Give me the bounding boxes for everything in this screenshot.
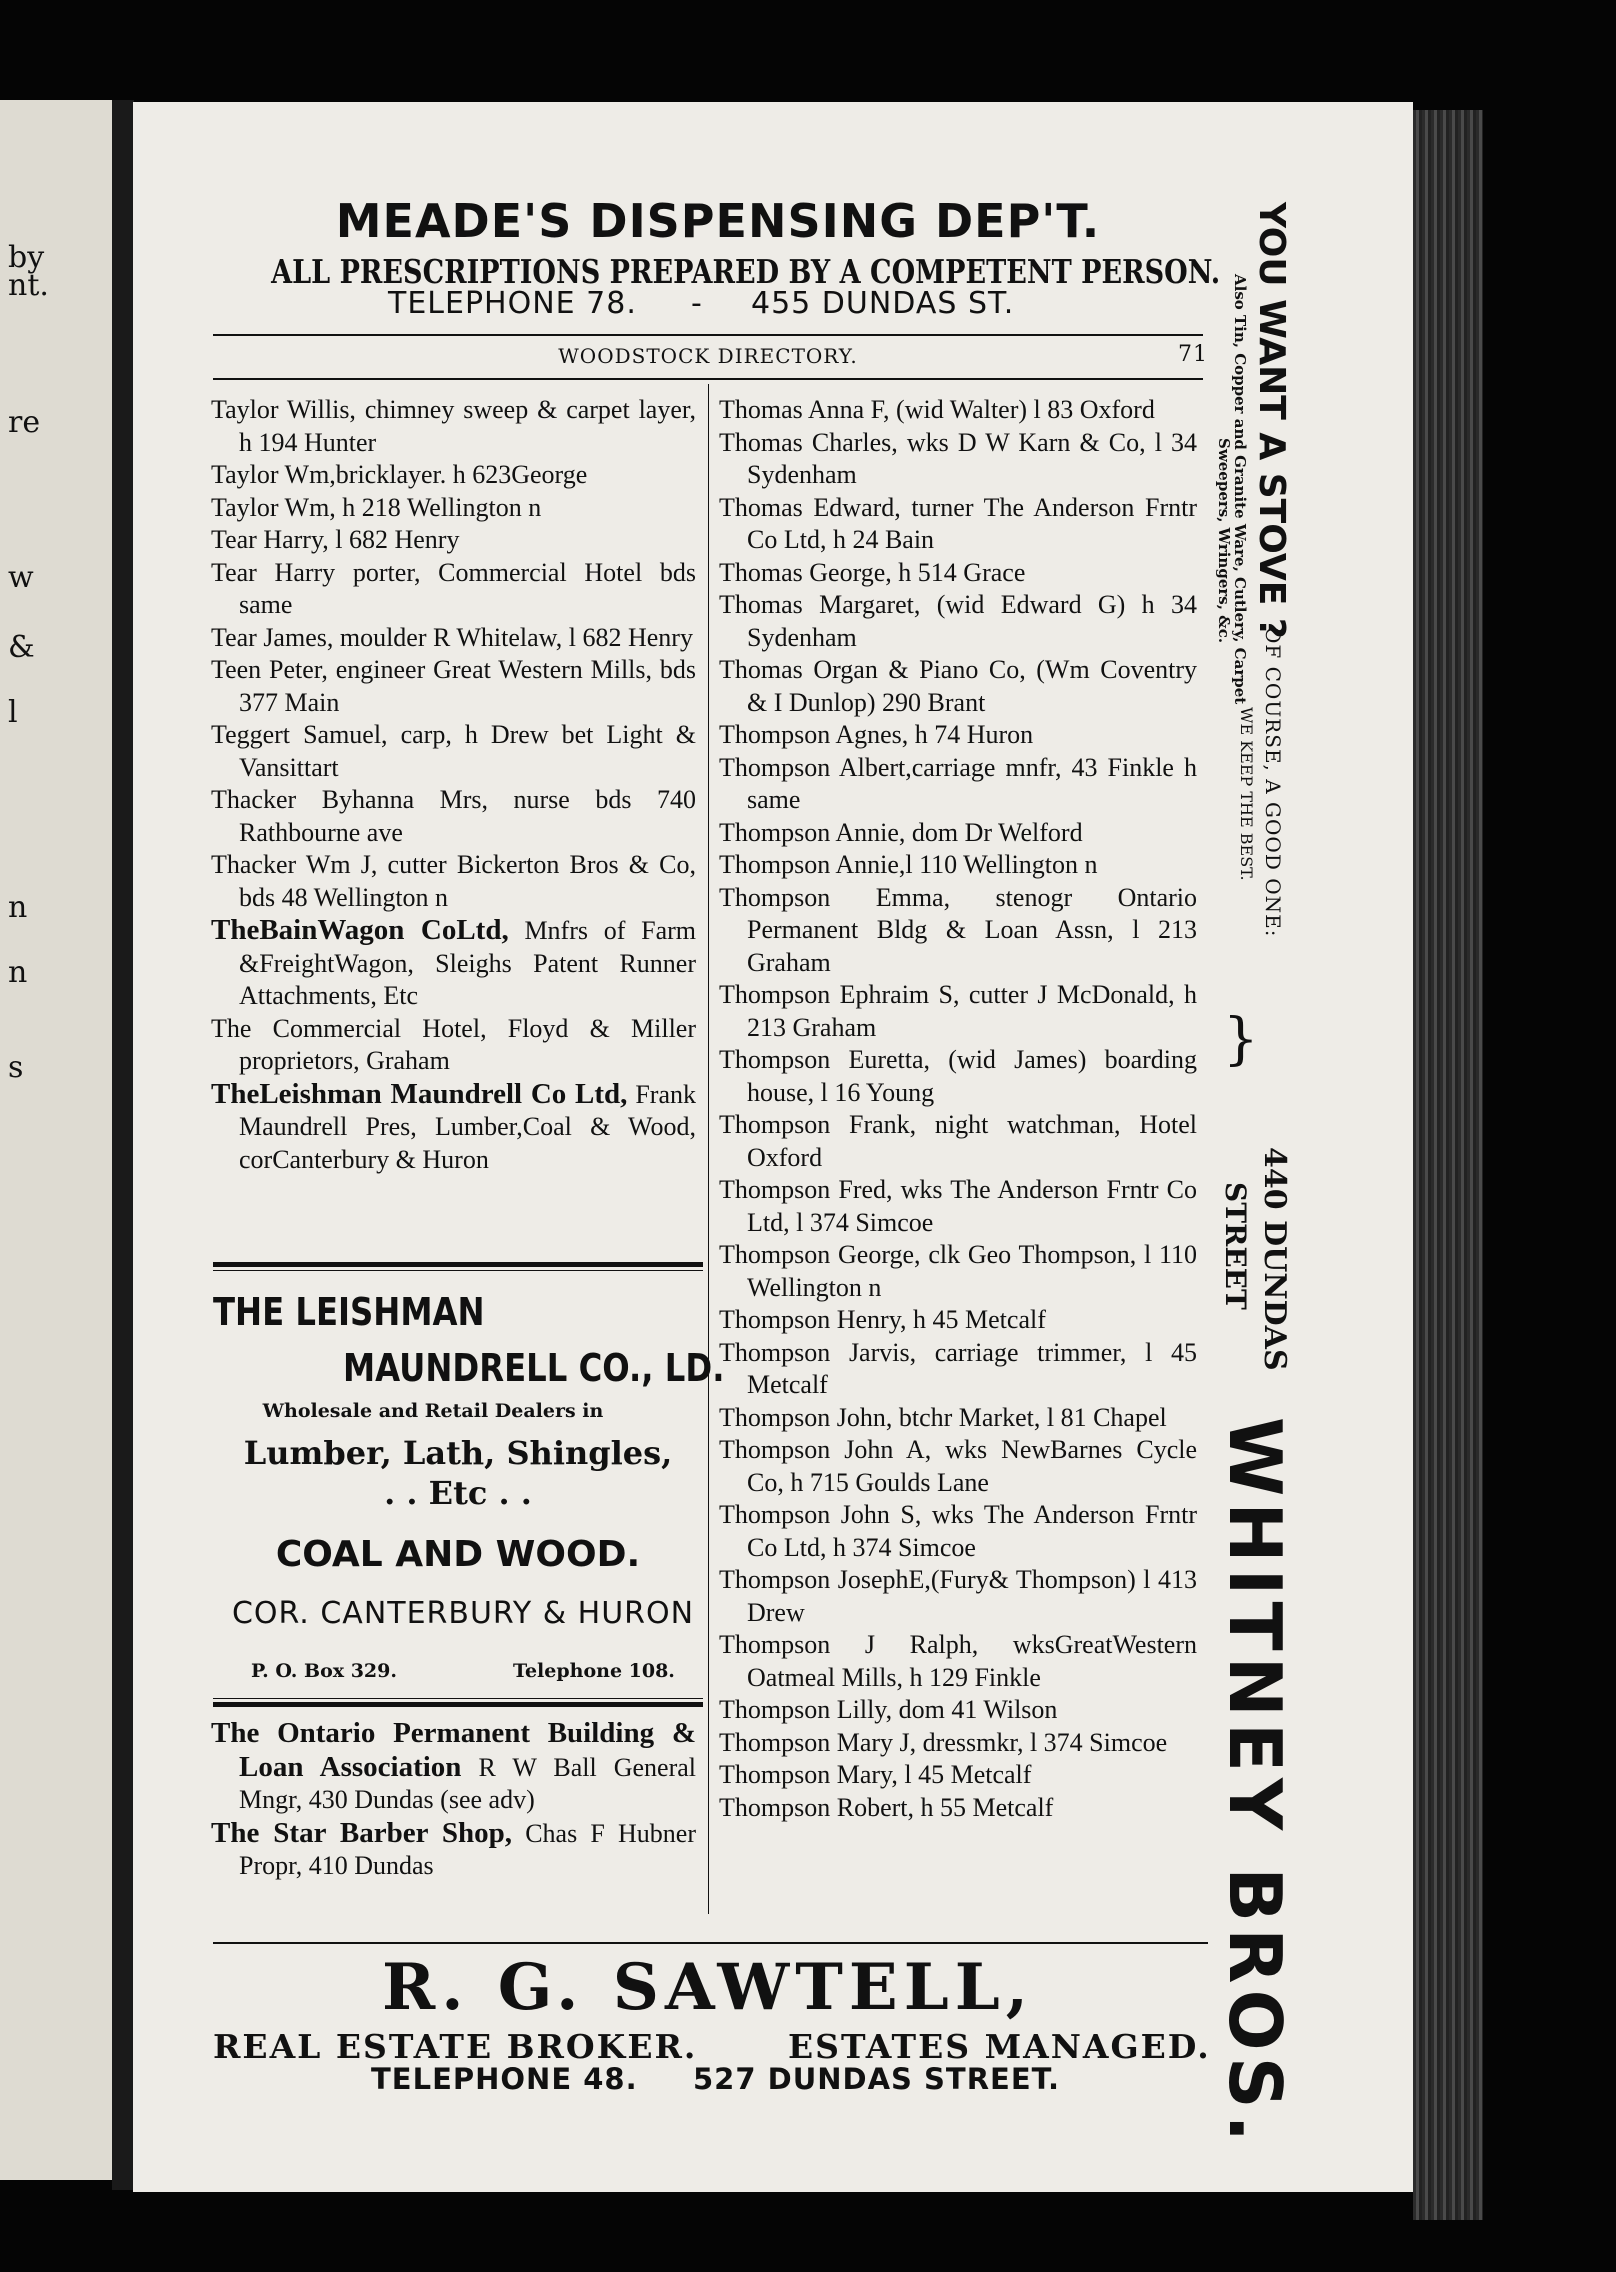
entry-text: Byhanna Mrs, nurse bds 740 Rathbourne ave [239, 785, 696, 847]
entry-name: Thompson [719, 1045, 831, 1074]
footer-address: 527 DUNDAS STREET. [693, 2062, 1061, 2096]
footer-name: R. G. SAWTELL, [382, 1950, 1034, 2025]
directory-entry [211, 1817, 696, 1883]
ad-line-corner: COR. CANTERBURY & HURON [231, 1596, 695, 1631]
directory-entry [211, 654, 696, 719]
directory-entry [719, 1402, 1197, 1435]
ad-line-coal: COAL AND WOOD. [275, 1534, 641, 1575]
running-head-rule [213, 378, 1203, 380]
entry-text: Margaret, (wid Edward G) h 34 Sydenham [747, 590, 1197, 652]
entry-text: Albert,carriage mnfr, 43 Finkle h same [747, 752, 1197, 814]
directory-entry [719, 1337, 1197, 1402]
side-stove-small1: Also Tin, Copper and Granite Ware, Cutlery, Carpet [1231, 274, 1249, 705]
side-stove-small2: Sweepers, Wringers, &c. [1215, 438, 1233, 644]
entry-text: Agnes, h 74 Huron [835, 720, 1034, 749]
column-divider [708, 384, 709, 1914]
entry-text: John, btchr Market, l 81 Chapel [836, 1402, 1167, 1432]
entry-name: Tear [211, 557, 257, 587]
entry-text: Mary, l 45 Metcalf [836, 1760, 1032, 1789]
book-spine [112, 100, 134, 2190]
fragment-text: n [8, 955, 28, 990]
entry-name: Tear [211, 622, 257, 652]
entry-name: TheBainWagon CoLtd, [211, 914, 509, 946]
side-stove-sub: OF COURSE, A GOOD ONE: [1261, 627, 1285, 938]
directory-entry [719, 589, 1197, 654]
fragment-text: n [8, 890, 28, 925]
left-column-continued [211, 1717, 696, 1883]
ad-bottom-rule [213, 1702, 703, 1707]
directory-entry [719, 557, 1197, 590]
entry-text: Annie, dom Dr Welford [835, 817, 1083, 847]
directory-entry [719, 492, 1197, 557]
directory-entry [719, 1694, 1197, 1727]
entry-text: Anna F, (wid Walter) l 83 Oxford [807, 395, 1155, 424]
footer-broker: REAL ESTATE BROKER. [213, 2027, 698, 2066]
directory-entry [211, 784, 696, 849]
directory-entry [211, 557, 696, 622]
side-stove-address2: STREET [1219, 1182, 1252, 1310]
footer-telephone: TELEPHONE 48. [371, 2062, 638, 2096]
side-stove-address1: 440 DUNDAS [1257, 1147, 1292, 1371]
entry-name: Thompson [719, 1240, 831, 1269]
header-separator: - [691, 286, 703, 321]
entry-name: Thompson [719, 980, 831, 1009]
entry-name: Thompson [719, 1402, 831, 1432]
directory-entry [719, 654, 1197, 719]
entry-name: Thompson [719, 850, 831, 879]
entry-text: Mary J, dressmkr, l 374 Simcoe [836, 1727, 1168, 1757]
entry-name: Thompson [719, 882, 831, 912]
entry-name: Thompson [719, 1760, 831, 1789]
entry-name: Teggert [211, 720, 291, 749]
side-whitney-bros: WHITNEY BROS. [1213, 1417, 1297, 2148]
entry-text: Annie,l 110 Wellington n [835, 850, 1098, 879]
directory-entry [719, 1044, 1197, 1109]
directory-entry [719, 1109, 1197, 1174]
header-rule [213, 334, 1203, 336]
fragment-text: by [8, 240, 45, 275]
entry-name: Thomas [719, 395, 803, 424]
directory-entry [719, 719, 1197, 752]
fragment-text: s [8, 1050, 24, 1085]
entry-name: Thompson [719, 1500, 831, 1529]
entry-text: Commercial Hotel, Floyd & Miller proprietors, Graham [239, 1013, 696, 1075]
side-stove-headline: YOU WANT A STOVE ? [1251, 202, 1292, 639]
entry-name: Thompson [719, 1727, 831, 1757]
entry-text: JosephE,(Fury& Thompson) l 413 Drew [747, 1565, 1198, 1627]
entry-name: Thompson [719, 1110, 831, 1139]
header-telephone: TELEPHONE 78. [388, 286, 637, 321]
entry-name: Thompson [719, 752, 831, 782]
fragment-text: re [8, 405, 41, 440]
directory-entry [719, 1759, 1197, 1792]
entry-name: Thompson [719, 1792, 831, 1822]
entry-text: Wm, h 218 Wellington n [284, 492, 542, 522]
entry-text: Frank, night watchman, Hotel Oxford [747, 1110, 1197, 1172]
directory-entry [719, 427, 1197, 492]
ad-line-leishman: THE LEISHMAN [213, 1290, 485, 1334]
directory-entry [211, 719, 696, 784]
ad-bottom-rule-thin [213, 1698, 703, 1699]
ad-line-lumber: Lumber, Lath, Shingles, [243, 1434, 673, 1472]
entry-text: George, h 514 Grace [809, 557, 1026, 587]
entry-text: J Ralph, wksGreatWestern Oatmeal Mills, h 129 Finkle [747, 1630, 1197, 1692]
directory-entry [719, 1239, 1197, 1304]
directory-entry [211, 492, 696, 525]
entry-text: Willis, chimney sweep & carpet layer, h 194 Hunter [239, 395, 696, 457]
directory-entry [211, 394, 696, 459]
directory-entry [719, 849, 1197, 882]
side-stove-small3: WE KEEP THE BEST. [1237, 707, 1256, 881]
directory-entry [719, 1792, 1197, 1825]
entry-text: Harry, l 682 Henry [263, 525, 460, 554]
entry-name: Thompson [719, 1695, 831, 1724]
entry-name: Thompson [719, 1337, 831, 1367]
directory-entry [211, 849, 696, 914]
entry-text: Charles, wks D W Karn & Co, l 34 Sydenham [747, 427, 1197, 489]
ad-line-dealers: Wholesale and Retail Dealers in [262, 1400, 604, 1422]
entry-text: John A, wks NewBarnes Cycle Co, h 715 Goulds Lane [747, 1435, 1198, 1497]
entry-name: Thomas [719, 655, 803, 684]
entry-name: Thacker [211, 850, 297, 879]
footer-rule [213, 1942, 1208, 1944]
directory-entry [719, 1434, 1197, 1499]
ad-box: P. O. Box 329. [251, 1660, 397, 1682]
entry-name: Thomas [719, 427, 803, 457]
ad-line-maundrell: MAUNDRELL CO., LD. [343, 1346, 725, 1390]
entry-name: Thomas [719, 492, 803, 522]
page-edges [1413, 110, 1483, 2220]
entry-text: Wm,bricklayer. h 623George [284, 460, 588, 489]
entry-text: Chas F Hubner Propr, 410 Dundas [239, 1818, 696, 1880]
fragment-text: & [8, 630, 35, 665]
entry-name: Thompson [719, 1630, 831, 1659]
entry-name: Thompson [719, 1305, 831, 1334]
entry-text: Harry porter, Commercial Hotel bds same [239, 557, 697, 619]
entry-text: Ephraim S, cutter J McDonald, h 213 Graham [747, 980, 1198, 1042]
directory-entry [719, 394, 1197, 427]
entry-name: Taylor [211, 492, 279, 522]
entry-name: Thompson [719, 1565, 831, 1594]
directory-entry [719, 1499, 1197, 1564]
directory-entry [719, 1564, 1197, 1629]
right-column [719, 394, 1197, 1824]
entry-name: TheLeishman Maundrell Co Ltd, [211, 1077, 628, 1110]
directory-entry [211, 914, 696, 1013]
entry-text: George, clk Geo Thompson, l 110 Wellington n [747, 1240, 1198, 1302]
directory-entry [211, 1013, 696, 1078]
leishman-ad [213, 1262, 725, 1792]
entry-name: The [211, 1013, 252, 1043]
directory-entry [719, 752, 1197, 817]
directory-entry [719, 1629, 1197, 1694]
ad-telephone: Telephone 108. [513, 1660, 675, 1682]
entry-name: Thomas [719, 557, 803, 587]
entry-text: James, moulder R Whitelaw, l 682 Henry [263, 622, 693, 652]
entry-name: Thompson [719, 1435, 831, 1464]
entry-name: Taylor [211, 460, 279, 489]
left-column [211, 394, 696, 1176]
entry-text: Mnfrs of Farm &FreightWagon, Sleighs Patent Runner Attachments, Etc [239, 916, 696, 1010]
page-number: 71 [1178, 342, 1208, 367]
entry-name: Thompson [719, 1175, 831, 1204]
ad-top-rule [213, 1262, 703, 1267]
directory-entry [719, 1174, 1197, 1239]
entry-name: Teen [211, 655, 262, 684]
entry-name: The Ontario Permanent Building & Loan Association [211, 1717, 696, 1783]
entry-name: Thompson [719, 720, 831, 749]
entry-name: Tear [211, 525, 257, 554]
entry-name: The Star Barber Shop, [211, 1816, 512, 1849]
header-subtitle: ALL PRESCRIPTIONS PREPARED BY A COMPETENT PERSON. [271, 252, 1221, 291]
directory-entry [211, 622, 696, 655]
directory-entry [211, 459, 696, 492]
running-head: WOODSTOCK DIRECTORY. [558, 344, 858, 368]
entry-text: Fred, wks The Anderson Frntr Co Ltd, l 374 Simcoe [747, 1175, 1197, 1237]
entry-text: Frank Maundrell Pres, Lumber,Coal & Wood, corCanterbury & Huron [239, 1079, 696, 1174]
directory-entry [719, 1727, 1197, 1760]
entry-text: R W Ball General Mngr, 430 Dundas (see adv) [239, 1752, 696, 1814]
ad-top-rule-thin [213, 1270, 703, 1271]
side-stove-brace: } [1223, 1007, 1259, 1072]
entry-text: Wm J, cutter Bickerton Bros & Co, bds 48 Wellington n [239, 850, 697, 912]
entry-text: Henry, h 45 Metcalf [836, 1305, 1046, 1334]
entry-text: Robert, h 55 Metcalf [836, 1792, 1054, 1822]
fragment-text: nt. [8, 268, 49, 303]
entry-text: Peter, engineer Great Western Mills, bds 377 Main [239, 655, 697, 717]
entry-text: Emma, stenogr Ontario Permanent Bldg & Loan Assn, l 213 Graham [747, 882, 1197, 977]
directory-entry [211, 524, 696, 557]
directory-entry [719, 1304, 1197, 1337]
entry-text: John S, wks The Anderson Frntr Co Ltd, h 374 Simcoe [747, 1500, 1197, 1562]
directory-entry [719, 817, 1197, 850]
fragment-text: l [8, 695, 18, 730]
entry-text: Jarvis, carriage trimmer, l 45 Metcalf [747, 1337, 1198, 1399]
entry-text: Lilly, dom 41 Wilson [836, 1695, 1058, 1724]
fragment-text: w [8, 560, 34, 595]
facing-page-fragment [0, 100, 112, 2180]
entry-text: Euretta, (wid James) boarding house, l 16 Young [747, 1045, 1197, 1107]
footer-estates: ESTATES MANAGED. [788, 2027, 1211, 2066]
entry-text: Samuel, carp, h Drew bet Light & Vansittart [239, 720, 697, 782]
header-title: MEADE'S DISPENSING DEP'T. [335, 194, 1101, 248]
ad-line-etc: . . Etc . . [384, 1474, 532, 1512]
directory-entry [211, 1717, 696, 1817]
directory-page [133, 102, 1413, 2192]
entry-name: Thacker [211, 785, 297, 814]
directory-entry [719, 979, 1197, 1044]
directory-entry [211, 1078, 696, 1177]
directory-entry [719, 882, 1197, 980]
entry-text: Organ & Piano Co, (Wm Coventry & I Dunlop) 290 Brant [747, 655, 1198, 717]
entry-name: Thomas [719, 590, 803, 619]
entry-name: Taylor [211, 395, 279, 424]
header-address: 455 DUNDAS ST. [751, 286, 1015, 321]
entry-name: Thompson [719, 817, 831, 847]
entry-text: Edward, turner The Anderson Frntr Co Ltd, h 24 Bain [747, 492, 1198, 554]
